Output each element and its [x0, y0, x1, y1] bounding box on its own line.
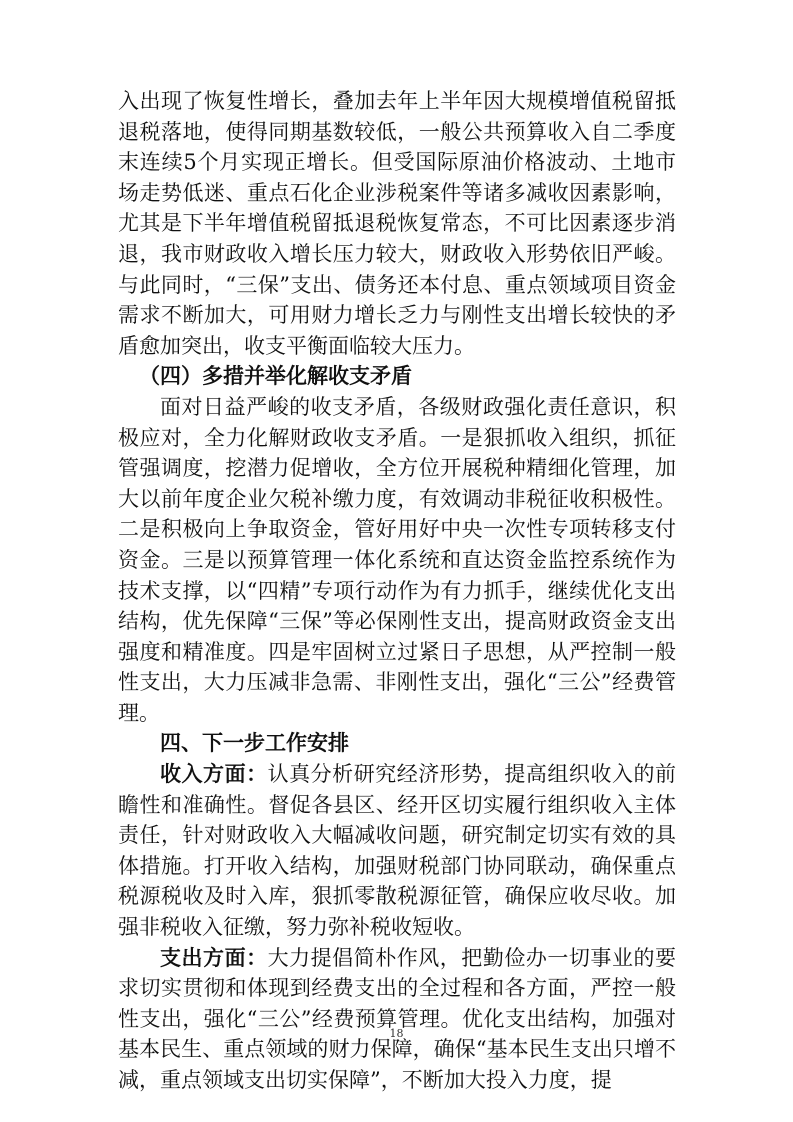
page-number: 18 — [389, 1027, 404, 1040]
revenue-lead: 收入方面： — [160, 762, 268, 787]
paragraph-revenue — [118, 759, 676, 943]
section-heading-4: （四）多措并举化解收支矛盾 — [139, 364, 412, 389]
paragraph-measures: 面对日益严峻的收支矛盾，各级财政强化责任意识，积极应对，全力化解财政收支矛盾。一是狠抓收入组织，抓征管强调度，挖潜力促增收，全方位开展税种精细化管理，加大以前年度企业欠税补缴力度，有效调动非税征收积极性。二是积极向上争取资金，管好用好中央一次性专项转移支付资金。三是以预算管理一体化系统和直达资金监控系统作为技术支撑，以“四精”专项行动作为有力抓手，继续优化支出结构，优先保障“三保”等必保刚性支出，提高财政资金支出强度和精准度。四是牢固树立过紧日子思想，从严控制一般性支出，大力压减非急需、非刚性支出，强化“三公”经费管理。 — [118, 394, 676, 725]
expenditure-text: 大力提倡简朴作风，把勤俭办一切事业的要求切实贯彻和体现到经费支出的全过程和各方面，严控一般性支出，强化“三公”经费预算管理。优化支出结构，加强对基本民生、重点领域的财力保障，确保“基本民生支出只增不减，重点领域支出切实保障”，不断加大投入力度，提 — [118, 945, 676, 1092]
paragraph-continued: 入出现了恢复性增长，叠加去年上半年因大规模增值税留抵退税落地，使得同期基数较低，一般公共预算收入自二季度末连续5个月实现正增长。但受国际原油价格波动、土地市场走势低迷、重点石化企业涉税案件等诸多减收因素影响，尤其是下半年增值税留抵退税恢复常态，不可比因素逐步消退，我市财政收入增长压力较大，财政收入形势依旧严峻。与此同时，“三保”支出、债务还本付息、重点领域项目资金需求不断加大，可用财力增长乏力与刚性支出增长较快的矛盾愈加突出，收支平衡面临较大压力。 — [118, 89, 676, 358]
expenditure-lead: 支出方面： — [160, 945, 268, 970]
section-heading-next-steps: 四、下一步工作安排 — [160, 731, 349, 756]
paragraph-expenditure — [118, 943, 676, 1096]
body-text — [118, 86, 676, 1096]
revenue-text: 认真分析研究经济形势，提高组织收入的前瞻性和准确性。督促各县区、经开区切实履行组织收入主体责任，针对财政收入大幅减收问题，研究制定切实有效的具体措施。打开收入结构，加强财税部门协同联动，确保重点税源税收及时入库，狠抓零散税源征管，确保应收尽收。加强非税收入征缴，努力弥补税收短收。 — [118, 762, 676, 940]
